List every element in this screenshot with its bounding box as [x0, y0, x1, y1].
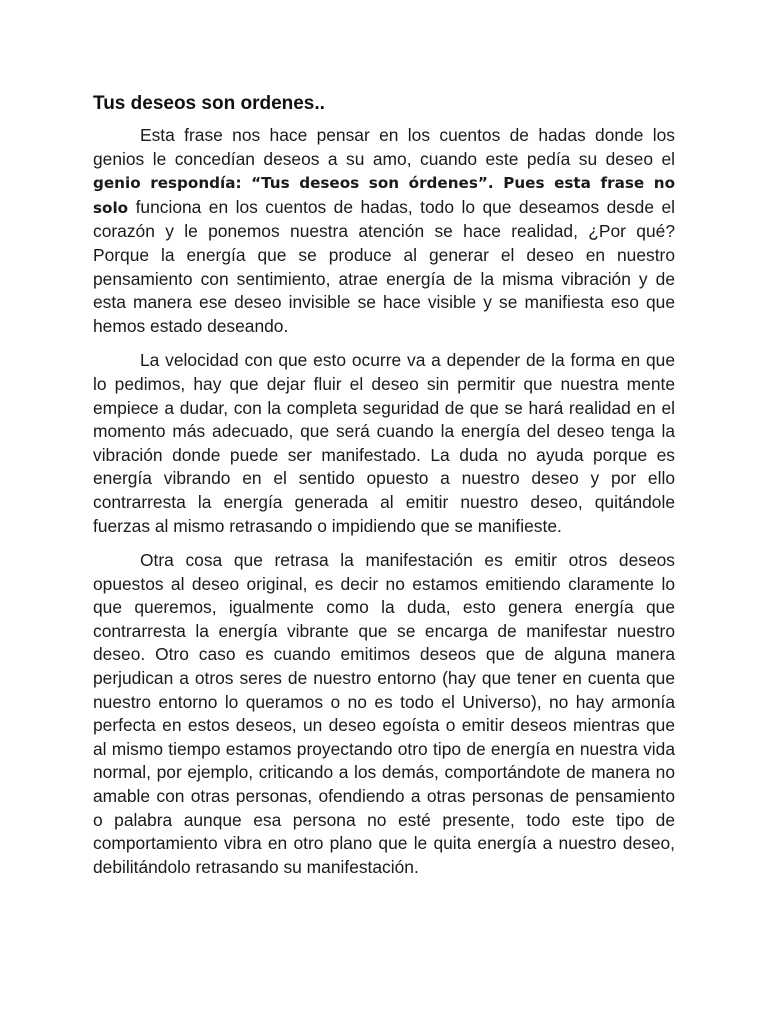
document-title: Tus deseos son ordenes.. — [93, 93, 325, 114]
paragraph-1-text-start: Esta frase nos hace pensar en los cuentos de hadas donde los genios le concedían deseos a su amo, cuando este pedía su deseo el — [93, 125, 675, 169]
paragraph-1 — [93, 124, 675, 338]
paragraph-2: La velocidad con que esto ocurre va a depender de la forma en que lo pedimos, hay que dejar fluir el deseo sin permitir que nuestra mente empiece a dudar, con la completa seguridad de que se hará realidad en el momento más adecuado, que será cuando la energía del deseo tenga la vibración donde puede ser manifestado. La duda no ayuda porque es energía vibrando en el sentido opuesto a nuestro deseo y por ello contrarresta la energía generada al emitir nuestro deseo, quitándole fuerzas al mismo retrasando o impidiendo que se manifieste. — [93, 350, 675, 536]
paragraph-3: Otra cosa que retrasa la manifestación es emitir otros deseos opuestos al deseo original, es decir no estamos emitiendo claramente lo que queremos, igualmente como la duda, esto genera energía que contrarresta la energía vibrante que se encarga de manifestar nuestro deseo. Otro caso es cuando emitimos deseos que de alguna manera perjudican a otros seres de nuestro entorno (hay que tener en cuenta que nuestro entorno lo queramos o no es todo el Universo), no hay armonía perfecta en estos deseos, un deseo egoísta o emitir deseos mientras que al mismo tiempo estamos proyectando otro tipo de energía en nuestra vida normal, por ejemplo, criticando a los demás, comportándote de manera no amable con otras personas, ofendiendo a otras personas de pensamiento o palabra aunque esa persona no esté presente, todo este tipo de comportamiento vibra en otro plano que le quita energía a nuestro deseo, debilitándolo retrasando su manifestación. — [93, 550, 675, 877]
paragraph-1-bold-text: genio respondía: “Tus deseos son órdenes”. Pues esta frase no solo — [93, 174, 675, 217]
document-page — [93, 92, 675, 890]
paragraph-1-text-end: funciona en los cuentos de hadas, todo lo que deseamos desde el corazón y le ponemos nuestra atención se hace realidad, ¿Por qué? Porque la energía que se produce al generar el deseo en nuestro pensamiento con sentimiento, atrae energía de la misma vibración y de esta manera ese deseo invisible se hace visible y se manifiesta eso que hemos estado deseando. — [93, 196, 675, 336]
